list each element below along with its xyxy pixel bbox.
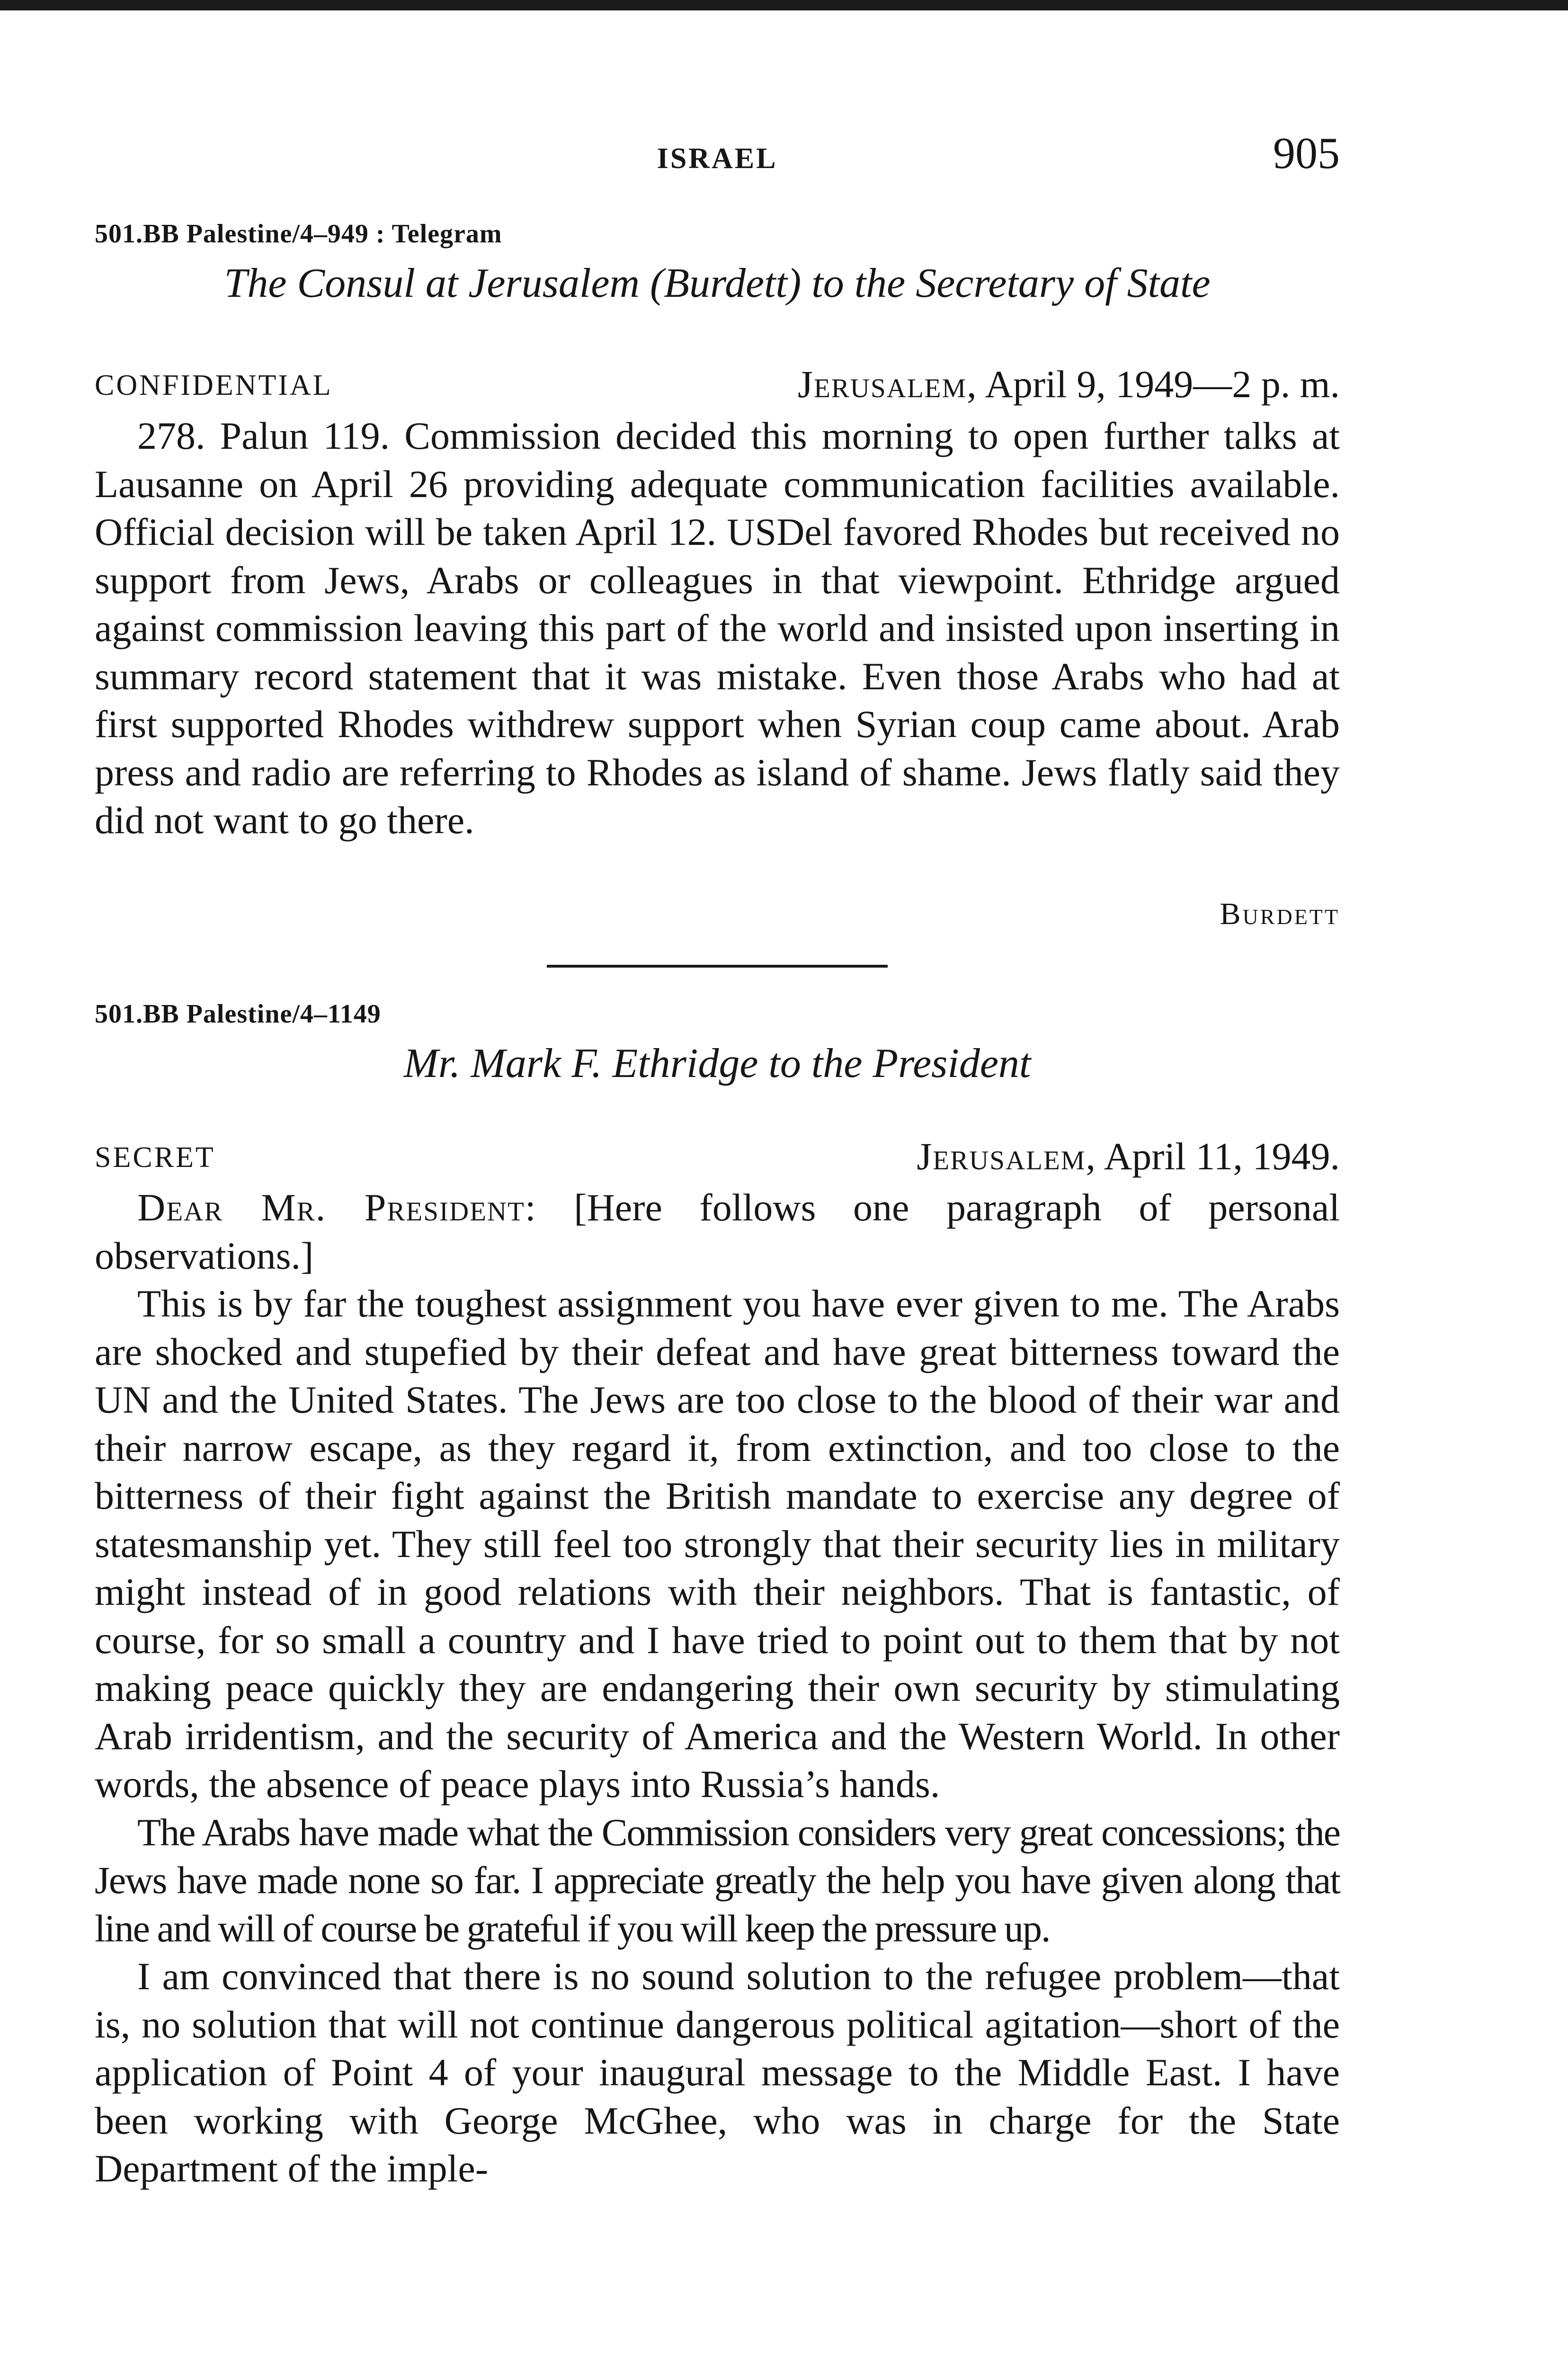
- doc1-place: Jerusalem,: [798, 363, 978, 406]
- doc2-salutation-paragraph: [95, 1184, 1340, 1280]
- doc1-heading: The Consul at Jerusalem (Burdett) to the Secretary of State: [224, 260, 1211, 306]
- doc2-paragraph: The Arabs have made what the Commission considers very great concessions; the Jews have made none so far. I appreciate greatly the help you have given along that line and will of course be grateful if you will keep the pressure up.: [95, 1810, 1340, 1950]
- doc2-dateline: [917, 1134, 1340, 1179]
- document-separator: [547, 965, 888, 968]
- doc2-place: Jerusalem,: [917, 1135, 1096, 1178]
- running-title: ISRAEL: [657, 142, 778, 175]
- doc1-dateline: [798, 362, 1340, 407]
- doc2-dateline-row: [95, 1134, 1340, 1182]
- doc1-signature: Burdett: [1220, 897, 1340, 931]
- doc1-file-ref: 501.BB Palestine/4–949 : Telegram: [95, 219, 502, 249]
- doc1-classification: CONFIDENTIAL: [95, 369, 333, 401]
- doc1-paragraph: 278. Palun 119. Commission decided this morning to open further talks at Lausanne on April 26 providing adequate communication facilities available. Official decision will be taken April 12. USDel favored Rhodes but received no support from Jews, Arabs or colleagues in that viewpoint. Ethridge argued against commission leaving this part of the world and insisted upon inserting in summary record statement that it was mistake. Even those Arabs who had at first supported Rhodes withdrew support when Syrian coup came about. Arab press and radio are referring to Rhodes as island of shame. Jews flatly said they did not want to go there.: [95, 414, 1340, 842]
- doc2-body: [95, 1184, 1340, 2193]
- page-number: 905: [1273, 129, 1340, 178]
- doc1-dateline-row: [95, 362, 1340, 409]
- doc2-heading: Mr. Mark F. Ethridge to the President: [403, 1041, 1031, 1086]
- doc2-salutation-rest: [Here follows one paragraph of personal observations.]: [95, 1186, 1340, 1277]
- doc2-paragraph: This is by far the toughest assignment you have ever given to me. The Arabs are shocked and stupefied by their defeat and have great bitterness toward the UN and the United States. The Jews are too close to the blood of their war and their narrow escape, as they regard it, from extinction, and too close to the bitterness of their fight against the British mandate to exercise any degree of statesmanship yet. They still feel too strongly that their security lies in military might instead of in good relations with their neighbors. That is fantastic, of course, for so small a country and I have tried to point out to them that by not making peace quickly they are endangering their own security by stimulating Arab irridentism, and the security of America and the Western World. In other words, the absence of peace plays into Russia’s hands.: [95, 1282, 1340, 1806]
- running-head: [95, 128, 1340, 180]
- doc2-salutation: Dear Mr. President:: [137, 1186, 537, 1229]
- doc2-date: April 11, 1949.: [1096, 1135, 1340, 1178]
- doc1-body: [95, 412, 1340, 845]
- document-page: [95, 0, 1340, 2367]
- doc2-classification: SECRET: [95, 1141, 215, 1174]
- doc2-file-ref: 501.BB Palestine/4–1149: [95, 999, 381, 1029]
- doc2-paragraph: I am convinced that there is no sound solution to the refugee problem—that is, no solution that will not continue dangerous political agitation—short of the application of Point 4 of your inaugural message to the Middle East. I have been working with George McGhee, who was in charge for the State Department of the imple-: [95, 1955, 1340, 2190]
- doc1-date: April 9, 1949—2 p. m.: [977, 363, 1340, 406]
